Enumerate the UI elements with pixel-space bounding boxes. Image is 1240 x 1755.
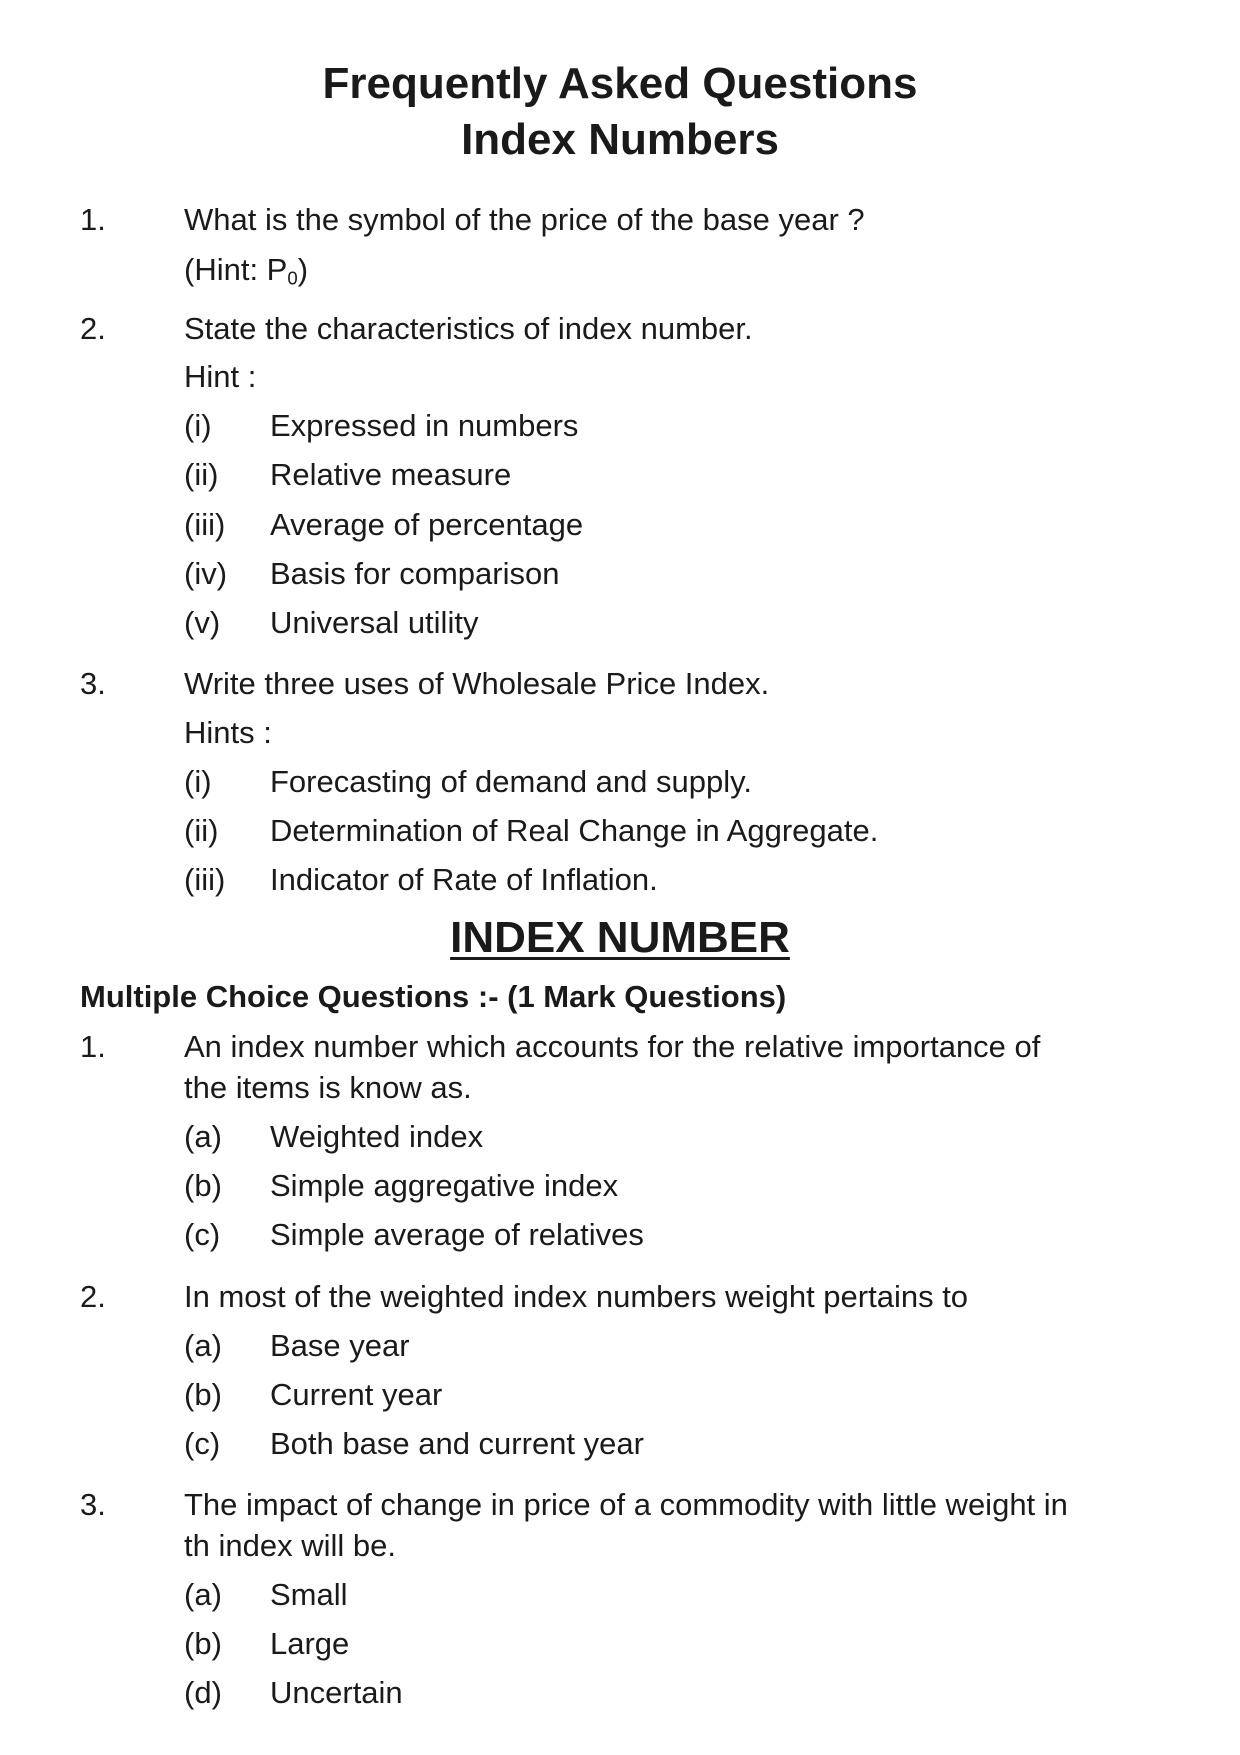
hint-subscript: 0 <box>287 267 298 289</box>
option-text: Base year <box>270 1328 410 1363</box>
option-label: (d) <box>184 1675 222 1710</box>
option-text: Uncertain <box>270 1675 403 1710</box>
option-label: (a) <box>184 1577 222 1612</box>
option-text: Both base and current year <box>270 1426 644 1461</box>
question-number: 1. <box>80 202 106 237</box>
question-text: The impact of change in price of a commodity with little weight in <box>184 1487 1068 1522</box>
option-text: Large <box>270 1626 350 1661</box>
question-text: In most of the weighted index numbers weight pertains to <box>184 1279 969 1314</box>
option-label: (b) <box>184 1626 222 1661</box>
section-heading-text: INDEX NUMBER <box>450 913 790 962</box>
hint-prefix: (Hint: P <box>184 252 288 287</box>
list-item-text: Relative measure <box>270 457 512 492</box>
list-item-text: Forecasting of demand and supply. <box>270 764 752 799</box>
option-text: Current year <box>270 1377 443 1412</box>
option-label: (c) <box>184 1426 221 1461</box>
list-item-label: (iii) <box>184 507 226 542</box>
page-title: Frequently Asked Questions <box>322 59 918 108</box>
question-number: 2. <box>80 311 106 346</box>
mcq-heading: Multiple Choice Questions :- (1 Mark Questions) <box>80 979 787 1014</box>
list-item-label: (i) <box>184 764 212 799</box>
hint-label: Hints : <box>184 715 272 750</box>
question-text: State the characteristics of index number. <box>184 311 753 346</box>
section-heading <box>0 913 1240 962</box>
option-label: (b) <box>184 1377 222 1412</box>
list-item-text: Universal utility <box>270 605 479 640</box>
question-text-continued: th index will be. <box>184 1528 396 1563</box>
question-number: 1. <box>80 1029 106 1064</box>
list-item-text: Determination of Real Change in Aggregate. <box>270 813 879 848</box>
page-subtitle: Index Numbers <box>461 115 779 164</box>
question-number: 3. <box>80 1487 106 1522</box>
option-text: Small <box>270 1577 348 1612</box>
option-label: (a) <box>184 1119 222 1154</box>
hint-suffix: ) <box>297 252 309 287</box>
list-item-label: (v) <box>184 605 221 640</box>
question-text-continued: the items is know as. <box>184 1070 472 1105</box>
list-item-label: (iii) <box>184 862 226 897</box>
hint-text <box>184 254 308 288</box>
option-text: Simple aggregative index <box>270 1168 619 1203</box>
list-item-label: (i) <box>184 408 212 443</box>
option-label: (a) <box>184 1328 222 1363</box>
option-text: Weighted index <box>270 1119 484 1154</box>
option-label: (b) <box>184 1168 222 1203</box>
question-text: What is the symbol of the price of the base year ? <box>184 202 865 237</box>
hint-label: Hint : <box>184 359 257 394</box>
question-text: An index number which accounts for the relative importance of <box>184 1029 1041 1064</box>
list-item-label: (iv) <box>184 556 228 591</box>
question-number: 2. <box>80 1279 106 1314</box>
option-label: (c) <box>184 1217 221 1252</box>
question-number: 3. <box>80 666 106 701</box>
list-item-text: Average of percentage <box>270 507 584 542</box>
option-text: Simple average of relatives <box>270 1217 644 1252</box>
list-item-label: (ii) <box>184 457 219 492</box>
question-text: Write three uses of Wholesale Price Index. <box>184 666 770 701</box>
list-item-text: Basis for comparison <box>270 556 560 591</box>
list-item-text: Indicator of Rate of Inflation. <box>270 862 658 897</box>
list-item-label: (ii) <box>184 813 219 848</box>
list-item-text: Expressed in numbers <box>270 408 579 443</box>
